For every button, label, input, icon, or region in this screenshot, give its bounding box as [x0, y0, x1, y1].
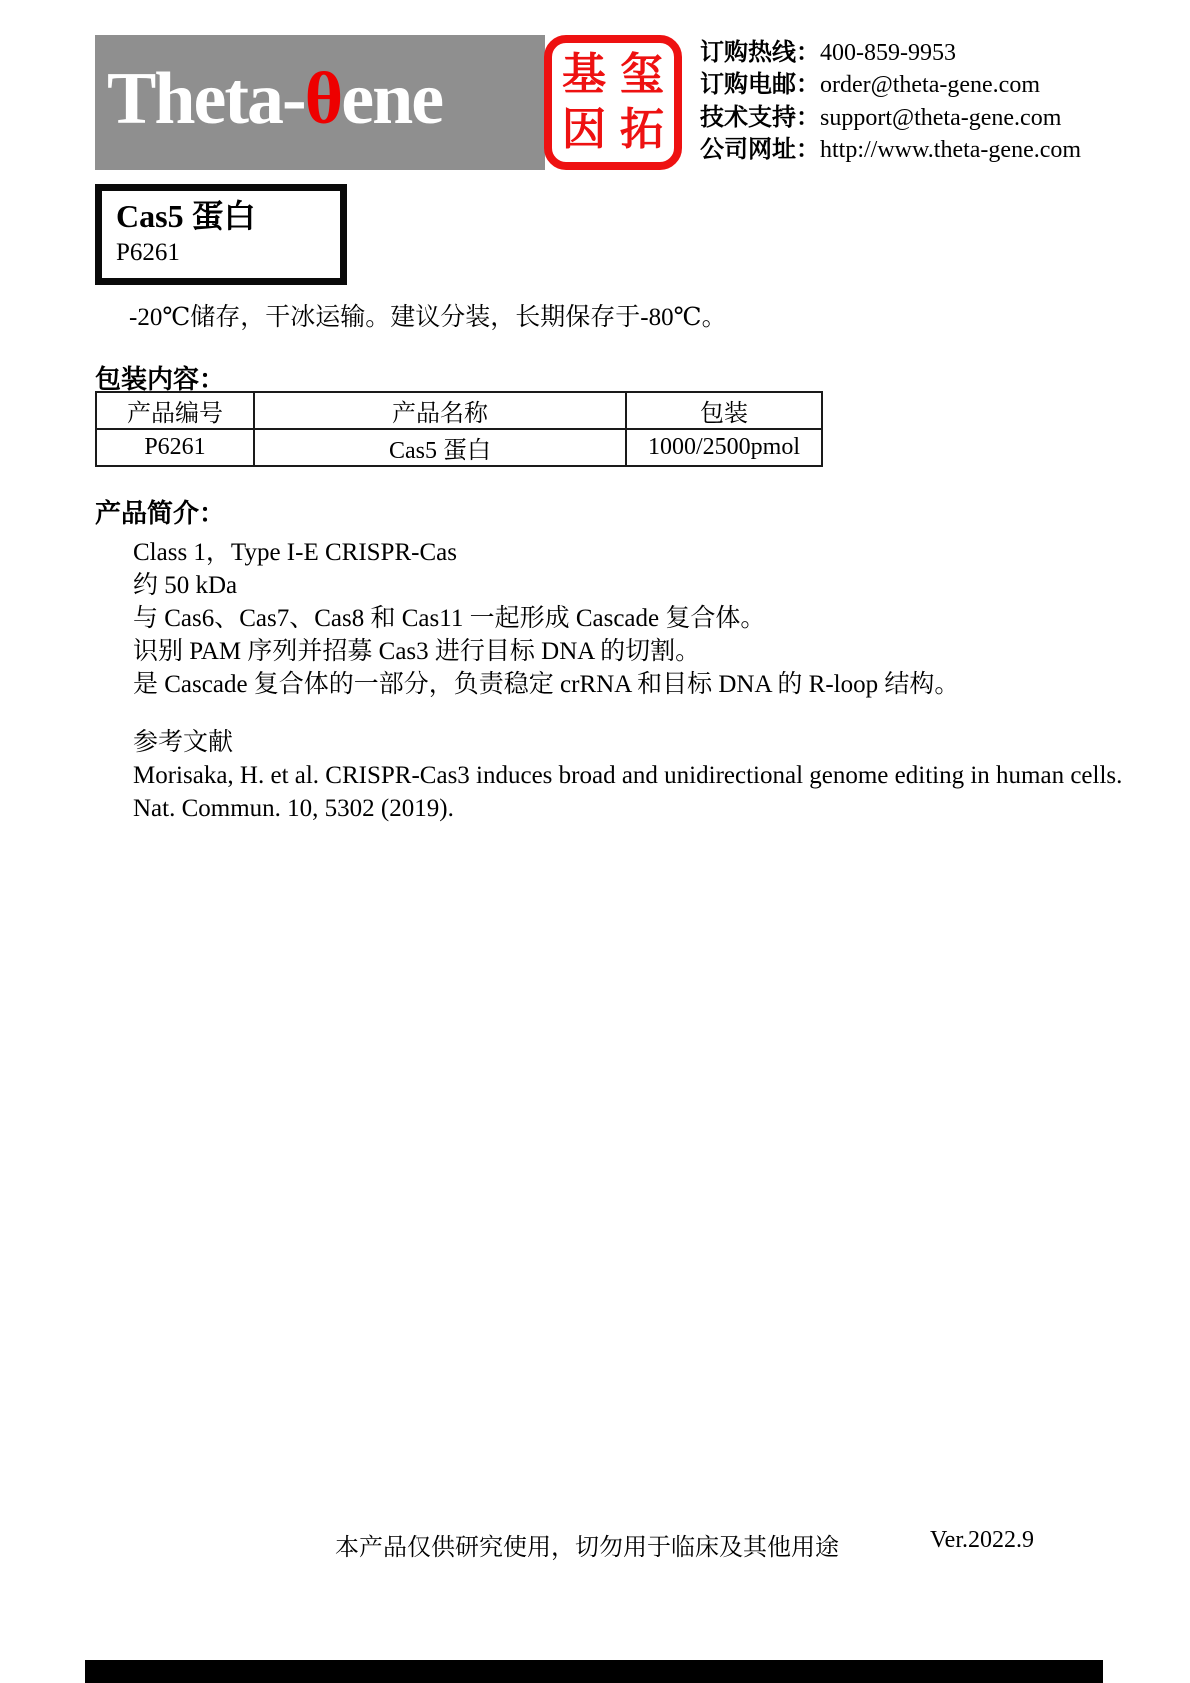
company-seal-icon — [544, 35, 682, 170]
reference-line: Morisaka, H. et al. CRISPR-Cas3 induces broad and unidirectional genome editing in human cells. — [133, 762, 1123, 789]
references-heading: 参考文献 — [133, 729, 234, 756]
contact-hotline-label: 订购热线： — [700, 39, 820, 66]
seal-char: 基 — [562, 50, 606, 100]
logo-wordmark — [107, 57, 443, 144]
col-header-product-name: 产品名称 — [254, 392, 626, 429]
contact-website-label: 公司网址： — [700, 135, 820, 163]
seal-char: 拓 — [620, 104, 664, 154]
contact-website — [700, 135, 1081, 165]
product-title: Cas5 蛋白 — [116, 198, 256, 234]
seal-char: 玺 — [620, 50, 664, 100]
footer-version: Ver.2022.9 — [930, 1527, 1034, 1553]
cell-product-code: P6261 — [96, 429, 254, 466]
contact-order-email — [700, 70, 1081, 100]
logo-text-post: ene — [341, 57, 443, 140]
contact-support-email — [700, 103, 1081, 133]
logo-text-pre: Theta- — [107, 57, 305, 140]
intro-line: 是 Cascade 复合体的一部分，负责稳定 crRNA 和目标 DNA 的 R-loop 结构。 — [133, 671, 960, 698]
intro-line: 约 50 kDa — [133, 572, 238, 599]
intro-line: 识别 PAM 序列并招募 Cas3 进行目标 DNA 的切割。 — [133, 638, 701, 665]
storage-note: -20℃储存，干冰运输。建议分装，长期保存于-80℃。 — [129, 304, 727, 331]
col-header-product-code: 产品编号 — [96, 392, 254, 429]
reference-line: Nat. Commun. 10, 5302 (2019). — [133, 795, 454, 822]
table-header-row — [96, 392, 822, 429]
header — [95, 35, 1081, 170]
intro-line: 与 Cas6、Cas7、Cas8 和 Cas11 一起形成 Cascade 复合体。 — [133, 605, 766, 632]
company-logo — [95, 35, 545, 170]
contact-order-email-label: 订购电邮： — [700, 71, 820, 99]
spacer — [95, 701, 1095, 726]
packaging-table — [95, 391, 823, 467]
footer-disclaimer: 本产品仅供研究使用，切勿用于临床及其他用途 — [335, 1535, 839, 1561]
contact-hotline — [700, 38, 1081, 68]
seal-char: 因 — [562, 104, 606, 154]
product-intro-section — [95, 493, 1123, 825]
contact-support-email-label: 技术支持： — [700, 103, 820, 131]
contact-order-email-value: order@theta-gene.com — [820, 72, 1040, 99]
intro-heading: 产品简介： — [95, 498, 226, 528]
cell-packaging: 1000/2500pmol — [626, 429, 822, 466]
contact-hotline-value: 400-859-9953 — [820, 40, 956, 66]
intro-line: Class 1，Type I-E CRISPR-Cas — [133, 539, 457, 566]
cell-product-name: Cas5 蛋白 — [254, 429, 626, 466]
table-row — [96, 429, 822, 466]
product-title-box — [95, 184, 347, 285]
contact-website-value: http://www.theta-gene.com — [820, 136, 1082, 163]
contact-support-email-value: support@theta-gene.com — [820, 104, 1062, 131]
footer-bar — [85, 1660, 1103, 1683]
contact-info — [700, 35, 1081, 170]
col-header-packaging: 包装 — [626, 392, 822, 429]
product-code: P6261 — [116, 238, 180, 266]
logo-theta-glyph: θ — [304, 57, 342, 140]
packaging-heading: 包装内容： — [95, 364, 226, 394]
